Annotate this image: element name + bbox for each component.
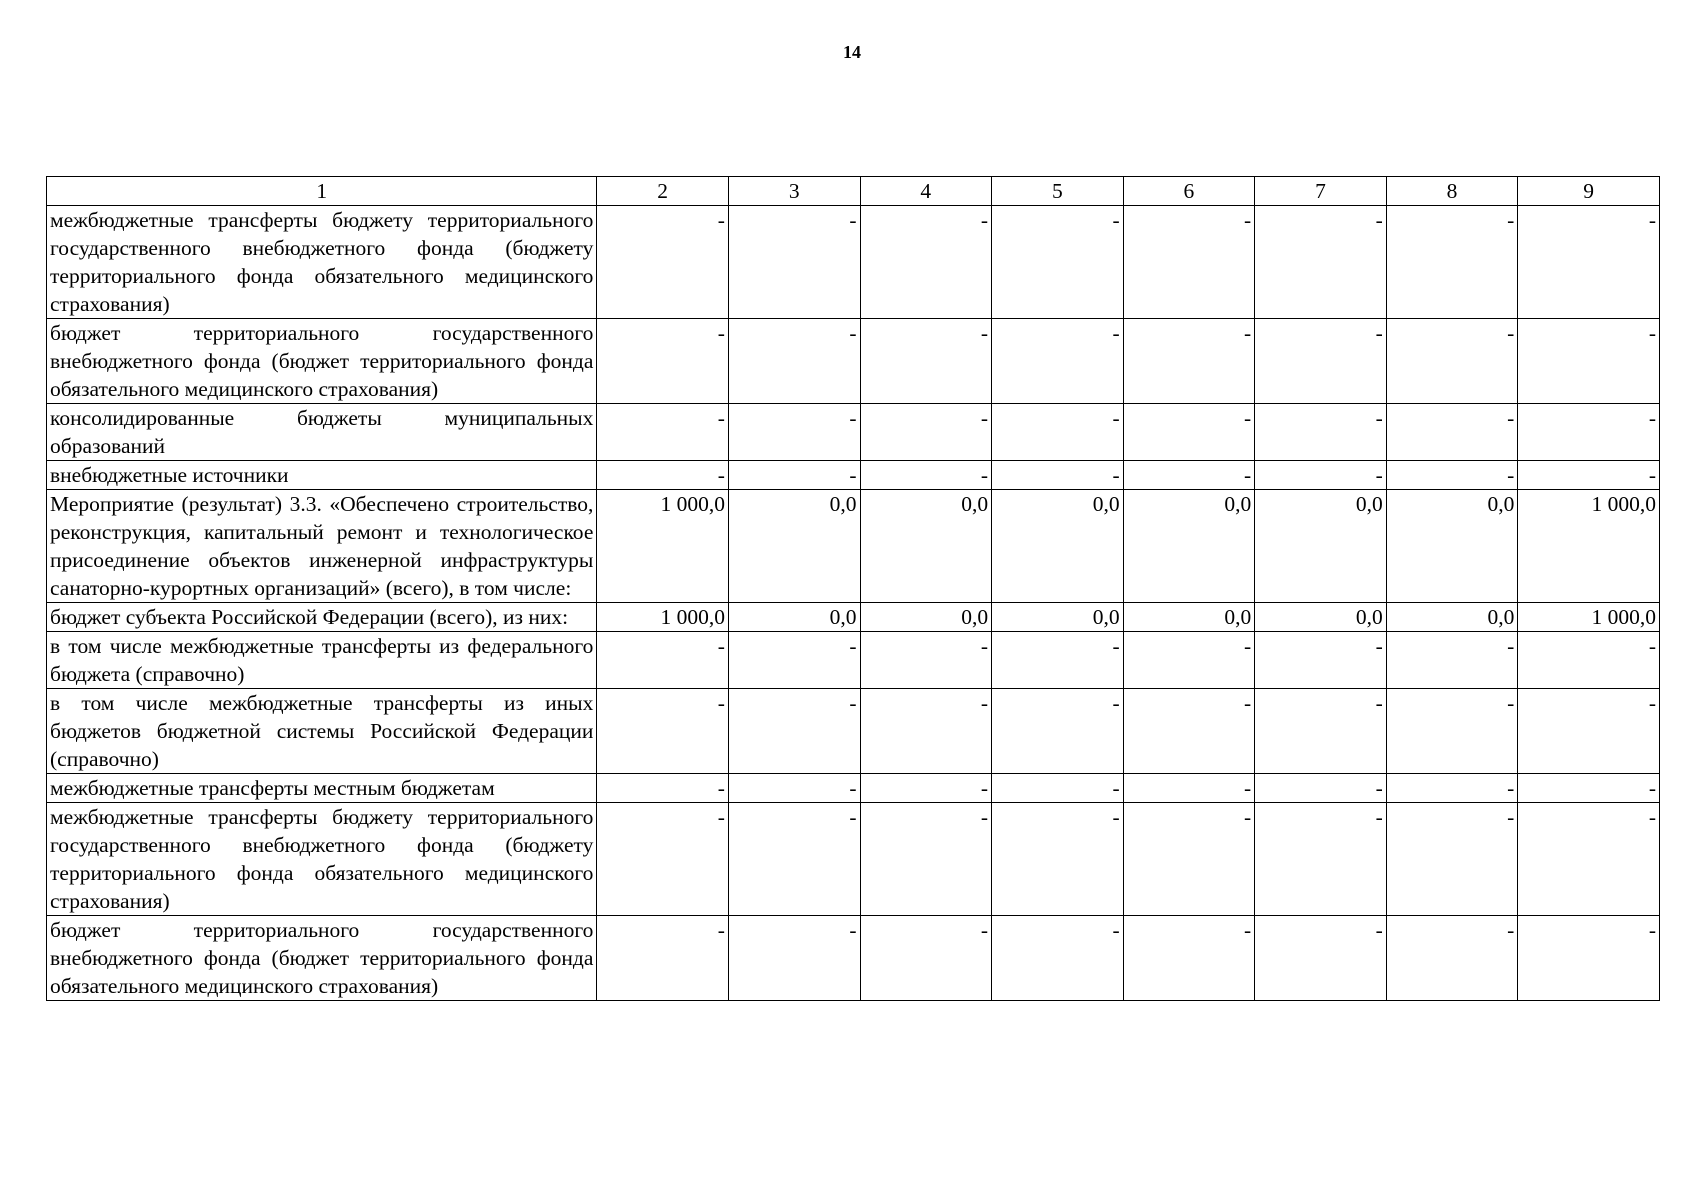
- row-value: -: [597, 319, 729, 404]
- row-value: -: [992, 774, 1124, 803]
- row-value: -: [992, 689, 1124, 774]
- column-header: 6: [1123, 177, 1255, 206]
- column-header: 3: [728, 177, 860, 206]
- row-value: 1 000,0: [1518, 490, 1660, 603]
- row-value: -: [728, 319, 860, 404]
- row-label: бюджет территориального государственного внебюджетного фонда (бюджет территориального фонда обязательного медицинского страхования): [47, 319, 597, 404]
- row-value: -: [728, 404, 860, 461]
- row-value: -: [1123, 632, 1255, 689]
- table-row: [47, 689, 1660, 774]
- row-label: межбюджетные трансферты местным бюджетам: [47, 774, 597, 803]
- row-value: -: [1386, 461, 1518, 490]
- table-row: [47, 319, 1660, 404]
- row-value: -: [992, 803, 1124, 916]
- row-value: -: [1255, 319, 1387, 404]
- row-value: -: [597, 916, 729, 1001]
- budget-table: [46, 176, 1660, 1001]
- row-value: 0,0: [1386, 603, 1518, 632]
- row-value: -: [728, 689, 860, 774]
- row-value: -: [597, 632, 729, 689]
- table-row: [47, 803, 1660, 916]
- row-value: -: [1123, 916, 1255, 1001]
- row-label: межбюджетные трансферты бюджету территориального государственного внебюджетного фонда (бюджету территориального фонда обязательного медицинского страхования): [47, 803, 597, 916]
- table-body: [47, 206, 1660, 1001]
- row-value: 0,0: [860, 603, 992, 632]
- row-value: 0,0: [1123, 490, 1255, 603]
- row-value: -: [1255, 916, 1387, 1001]
- row-value: -: [1255, 404, 1387, 461]
- row-value: -: [728, 461, 860, 490]
- row-value: -: [1386, 803, 1518, 916]
- row-value: 0,0: [992, 603, 1124, 632]
- row-label: бюджет территориального государственного внебюджетного фонда (бюджет территориального фонда обязательного медицинского страхования): [47, 916, 597, 1001]
- row-value: -: [1386, 689, 1518, 774]
- row-value: -: [1255, 803, 1387, 916]
- row-value: 0,0: [860, 490, 992, 603]
- row-value: -: [728, 774, 860, 803]
- table-row: [47, 632, 1660, 689]
- column-header: 4: [860, 177, 992, 206]
- row-value: -: [597, 803, 729, 916]
- table-header-row: [47, 177, 1660, 206]
- row-value: -: [1386, 206, 1518, 319]
- row-value: -: [1518, 461, 1660, 490]
- table-row: [47, 206, 1660, 319]
- row-value: -: [1518, 689, 1660, 774]
- row-value: -: [992, 632, 1124, 689]
- row-value: -: [1255, 632, 1387, 689]
- row-value: -: [1255, 461, 1387, 490]
- row-label: в том числе межбюджетные трансферты из иных бюджетов бюджетной системы Российской Федерации (справочно): [47, 689, 597, 774]
- column-header: 8: [1386, 177, 1518, 206]
- page-number: 14: [843, 42, 861, 62]
- row-value: -: [728, 206, 860, 319]
- row-value: -: [728, 632, 860, 689]
- row-value: -: [1518, 632, 1660, 689]
- row-value: -: [860, 803, 992, 916]
- row-value: -: [1518, 319, 1660, 404]
- row-value: -: [1518, 404, 1660, 461]
- table-row: [47, 490, 1660, 603]
- row-value: -: [597, 774, 729, 803]
- row-value: -: [860, 461, 992, 490]
- row-value: -: [860, 774, 992, 803]
- row-value: -: [1123, 689, 1255, 774]
- row-value: -: [1386, 404, 1518, 461]
- row-value: -: [1386, 319, 1518, 404]
- table-row: [47, 603, 1660, 632]
- row-value: -: [1386, 916, 1518, 1001]
- row-value: 0,0: [992, 490, 1124, 603]
- row-value: -: [728, 803, 860, 916]
- table-row: [47, 461, 1660, 490]
- row-value: -: [597, 461, 729, 490]
- row-value: -: [1518, 916, 1660, 1001]
- row-value: -: [1386, 774, 1518, 803]
- row-value: -: [1123, 461, 1255, 490]
- row-value: -: [860, 632, 992, 689]
- row-value: -: [992, 916, 1124, 1001]
- table-row: [47, 916, 1660, 1001]
- row-value: 0,0: [1255, 490, 1387, 603]
- row-value: 0,0: [1123, 603, 1255, 632]
- row-label: консолидированные бюджеты муниципальных образований: [47, 404, 597, 461]
- row-value: -: [1518, 774, 1660, 803]
- row-value: -: [1123, 206, 1255, 319]
- column-header: 2: [597, 177, 729, 206]
- row-value: 1 000,0: [1518, 603, 1660, 632]
- row-value: -: [860, 404, 992, 461]
- row-value: -: [1123, 774, 1255, 803]
- row-value: -: [860, 916, 992, 1001]
- row-value: -: [992, 206, 1124, 319]
- row-value: -: [1518, 803, 1660, 916]
- row-value: -: [860, 689, 992, 774]
- row-value: -: [597, 404, 729, 461]
- row-value: -: [728, 916, 860, 1001]
- row-value: -: [1255, 206, 1387, 319]
- row-value: -: [1123, 319, 1255, 404]
- row-value: 0,0: [1386, 490, 1518, 603]
- column-header: 1: [47, 177, 597, 206]
- row-value: -: [1386, 632, 1518, 689]
- row-label: межбюджетные трансферты бюджету территориального государственного внебюджетного фонда (бюджету территориального фонда обязательного медицинского страхования): [47, 206, 597, 319]
- table-row: [47, 774, 1660, 803]
- row-value: -: [1123, 404, 1255, 461]
- row-value: -: [1255, 689, 1387, 774]
- row-value: -: [992, 404, 1124, 461]
- row-value: 0,0: [1255, 603, 1387, 632]
- row-value: 0,0: [728, 603, 860, 632]
- column-header: 9: [1518, 177, 1660, 206]
- row-value: -: [992, 319, 1124, 404]
- row-value: -: [597, 689, 729, 774]
- row-value: -: [860, 206, 992, 319]
- row-value: -: [1255, 774, 1387, 803]
- row-label: бюджет субъекта Российской Федерации (всего), из них:: [47, 603, 597, 632]
- row-value: -: [992, 461, 1124, 490]
- row-value: -: [1123, 803, 1255, 916]
- row-label: внебюджетные источники: [47, 461, 597, 490]
- row-label: в том числе межбюджетные трансферты из федерального бюджета (справочно): [47, 632, 597, 689]
- row-value: 1 000,0: [597, 603, 729, 632]
- row-label: Мероприятие (результат) 3.3. «Обеспечено строительство, реконструкция, капитальный ремонт и технологическое присоединение объектов инженерной инфраструктуры санаторно-курортных организаций» (всего), в том числе:: [47, 490, 597, 603]
- row-value: 0,0: [728, 490, 860, 603]
- column-header: 5: [992, 177, 1124, 206]
- column-header: 7: [1255, 177, 1387, 206]
- table-row: [47, 404, 1660, 461]
- row-value: -: [1518, 206, 1660, 319]
- row-value: -: [860, 319, 992, 404]
- row-value: 1 000,0: [597, 490, 729, 603]
- row-value: -: [597, 206, 729, 319]
